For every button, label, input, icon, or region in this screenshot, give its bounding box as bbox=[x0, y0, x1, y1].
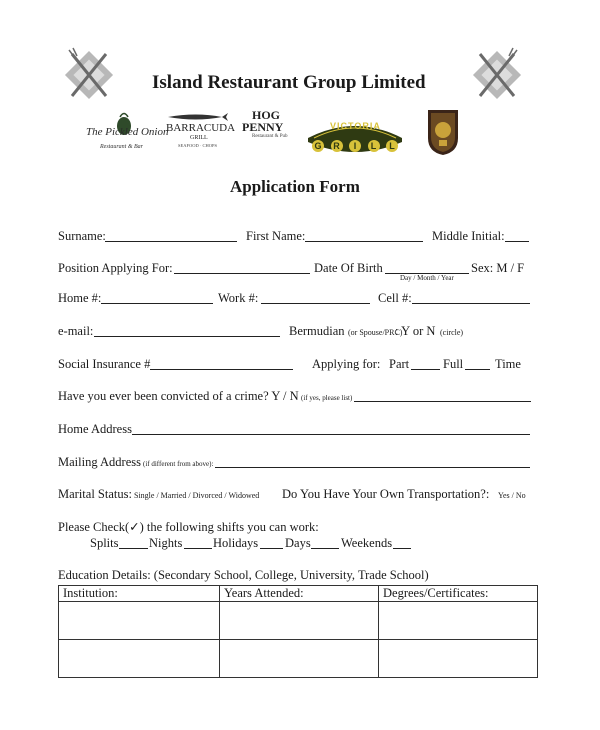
crime-question: Have you ever been convicted of a crime? Y / N bbox=[58, 389, 299, 403]
days-label: Days bbox=[285, 536, 311, 550]
home-phone-label: Home #: bbox=[58, 291, 102, 305]
part-time-checkbox[interactable] bbox=[411, 369, 440, 370]
full-time-checkbox[interactable] bbox=[465, 369, 490, 370]
position-input[interactable] bbox=[174, 273, 310, 274]
fork-knife-plate-icon bbox=[472, 44, 522, 102]
table-cell[interactable] bbox=[379, 602, 538, 640]
bermudian-yn[interactable]: : Y or N bbox=[395, 324, 436, 338]
table-cell[interactable] bbox=[379, 640, 538, 678]
sin-input[interactable] bbox=[150, 369, 293, 370]
years-attended-header: Years Attended: bbox=[220, 586, 379, 602]
applying-for-label: Applying for: bbox=[312, 357, 381, 371]
pickled-onion-logo: The Pickled Onion Restaurant & Bar bbox=[86, 112, 152, 158]
fork-knife-plate-icon bbox=[64, 44, 114, 102]
dob-hint: Day / Month / Year bbox=[400, 274, 454, 282]
table-row bbox=[59, 602, 538, 640]
holidays-label: Holidays bbox=[213, 536, 259, 550]
middle-initial-label: Middle Initial: bbox=[432, 229, 505, 243]
days-checkbox[interactable] bbox=[311, 548, 339, 549]
work-phone-label: Work #: bbox=[218, 291, 259, 305]
crime-hint: (if yes, please list) bbox=[301, 394, 353, 402]
institution-header: Institution: bbox=[59, 586, 220, 602]
splits-checkbox[interactable] bbox=[119, 548, 148, 549]
table-cell[interactable] bbox=[220, 602, 379, 640]
education-label: Education Details: (Secondary School, College, University, Trade School) bbox=[58, 568, 429, 582]
degrees-header: Degrees/Certificates: bbox=[379, 586, 538, 602]
splits-label: Splits bbox=[90, 536, 119, 550]
victoria-grill-logo: VICTORIA G R I L L bbox=[306, 118, 404, 160]
first-name-label: First Name: bbox=[246, 229, 306, 243]
barracuda-grill-logo: BARRACUDA GRILL SEAFOOD · CHOPS bbox=[166, 112, 230, 154]
mailing-address-hint: (if different from above): bbox=[143, 460, 214, 468]
table-cell[interactable] bbox=[220, 640, 379, 678]
shifts-intro: Please Check(✓) the following shifts you can work: bbox=[58, 520, 319, 534]
bermudian-hint: (or Spouse/PRC) bbox=[348, 328, 403, 337]
table-cell[interactable] bbox=[59, 640, 220, 678]
transport-options[interactable]: Yes / No bbox=[498, 491, 526, 500]
work-phone-input[interactable] bbox=[261, 303, 370, 304]
sin-label: Social Insurance # bbox=[58, 357, 151, 371]
bermudian-label: Bermudian bbox=[289, 324, 345, 338]
marital-status-options[interactable]: Single / Married / Divorced / Widowed bbox=[134, 491, 260, 500]
cell-phone-label: Cell #: bbox=[378, 291, 412, 305]
time-label: Time bbox=[495, 357, 521, 371]
marital-status-label: Marital Status: bbox=[58, 487, 132, 501]
full-label: Full bbox=[443, 357, 464, 371]
sex-label: Sex: M / F bbox=[471, 261, 525, 275]
email-input[interactable] bbox=[94, 336, 280, 337]
surname-label: Surname: bbox=[58, 229, 106, 243]
form-title: Application Form bbox=[230, 177, 360, 196]
part-label: Part bbox=[389, 357, 410, 371]
fish-icon bbox=[166, 112, 230, 122]
crime-details-input[interactable] bbox=[354, 401, 531, 402]
hog-penny-logo: HOG PENNY Restaurant & Pub bbox=[242, 108, 288, 139]
surname-input[interactable] bbox=[105, 241, 237, 242]
cell-phone-input[interactable] bbox=[412, 303, 530, 304]
weekends-label: Weekends bbox=[341, 536, 393, 550]
nights-label: Nights bbox=[149, 536, 183, 550]
email-label: e-mail: bbox=[58, 324, 94, 338]
middle-initial-input[interactable] bbox=[505, 241, 529, 242]
home-address-input[interactable] bbox=[132, 434, 530, 435]
table-cell[interactable] bbox=[59, 602, 220, 640]
crest-icon bbox=[426, 108, 460, 156]
holidays-checkbox[interactable] bbox=[260, 548, 283, 549]
company-name: Island Restaurant Group Limited bbox=[152, 72, 426, 93]
education-table bbox=[58, 585, 538, 678]
home-address-label: Home Address bbox=[58, 422, 132, 436]
education-header-row bbox=[59, 586, 538, 602]
dob-label: Date Of Birth bbox=[314, 261, 383, 275]
transport-question: Do You Have Your Own Transportation?: bbox=[282, 487, 490, 501]
mailing-address-label: Mailing Address bbox=[58, 455, 141, 469]
home-phone-input[interactable] bbox=[101, 303, 213, 304]
table-row bbox=[59, 640, 538, 678]
weekends-checkbox[interactable] bbox=[393, 548, 411, 549]
nights-checkbox[interactable] bbox=[184, 548, 212, 549]
circle-hint: (circle) bbox=[440, 328, 464, 337]
position-label: Position Applying For: bbox=[58, 261, 173, 275]
mailing-address-input[interactable] bbox=[215, 467, 530, 468]
first-name-input[interactable] bbox=[305, 241, 423, 242]
